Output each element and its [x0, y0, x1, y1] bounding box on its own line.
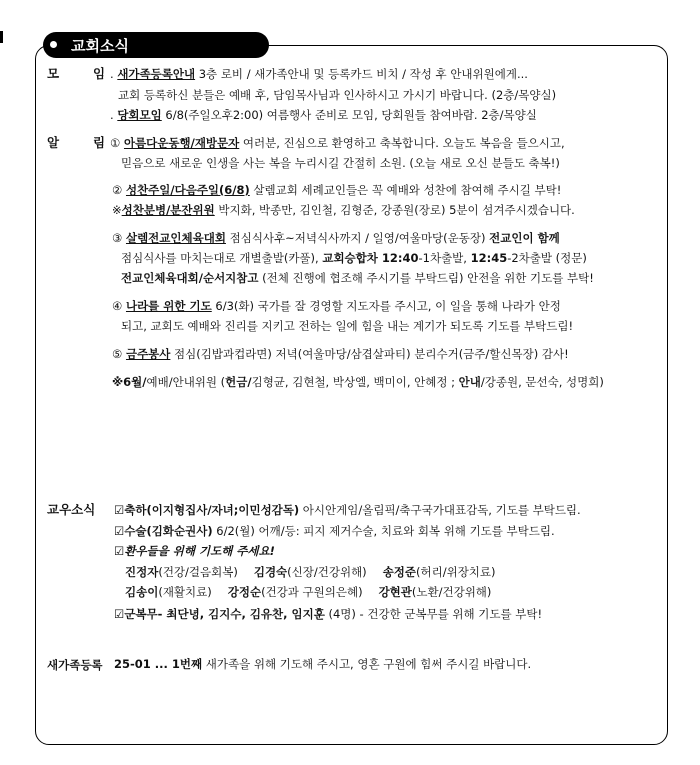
moim-item-1-title: 새가족등록안내: [117, 67, 196, 81]
moim-item-2-text: 6/8(주일오후2:00) 여름행사 준비로 모임, 당회원들 참여바람. 2층/목양실: [161, 108, 537, 122]
allim-item-3: [112, 230, 560, 246]
allim-item-4: [112, 298, 561, 314]
header-bullet-icon: [50, 41, 57, 48]
allim-item-3-subtitle: 전교인체육대회/순서지참고: [121, 271, 259, 285]
allim-item-1-title: 아름다운동행/재방문자: [123, 136, 240, 150]
item-number: ②: [112, 183, 123, 197]
patient-name: 강정순: [227, 585, 262, 599]
patient-row-1: [125, 564, 496, 580]
news-item-1-text: 아시안게임/올림픽/축구국가대표감독, 기도를 부탁드림.: [299, 503, 581, 517]
newfamily-text: 새가족을 위해 기도해 주시고, 영혼 구원에 힘써 주시길 바랍니다.: [202, 657, 532, 671]
patient-note: (허리/위장치료): [416, 565, 496, 579]
news-item-4: [114, 606, 542, 622]
news-item-2-title: 수술(김화순권사): [124, 524, 213, 538]
patient-row-2: [125, 584, 491, 600]
allim-item-4-text: 6/3(화) 국가를 잘 경영할 지도자를 주시고, 이 일을 통해 나라가 안정: [211, 299, 561, 313]
item-number: ④: [112, 299, 123, 313]
news-item-1-title: 축하(이지형집사/자녀;이민성감독): [124, 503, 300, 517]
page-title: 교회소식: [71, 37, 129, 55]
checkbox-icon: ☑: [114, 524, 125, 538]
item-number: ①: [110, 136, 121, 150]
allim-item-5-text: 점심(김밥과컵라면) 저녁(여울마당/삼겹살파티) 분리수거(금주/할신목장) 감사!: [170, 347, 569, 361]
checkbox-icon: ☑: [114, 544, 125, 558]
item-number: ③: [112, 231, 123, 245]
allim-item-3-text: 점심식사후~저녁식사까지 / 일영/여울마당(운동장): [225, 231, 490, 245]
section-label-allim-1: 알: [47, 135, 60, 150]
patient-note: (건강과 구원의은혜): [261, 585, 363, 599]
allim-item-3-line-2: [121, 250, 587, 266]
allim-item-4-title: 나라를 위한 기도: [125, 299, 212, 313]
patient-note: (건강/걸음회복): [158, 565, 238, 579]
patient-note: (재활치료): [158, 585, 212, 599]
allim-item-5-title: 금주봉사: [125, 347, 171, 361]
news-item-1: [114, 502, 581, 518]
checkbox-icon: ☑: [114, 607, 125, 621]
allim-item-2-line-2: [112, 202, 575, 218]
allim-item-5: [112, 346, 569, 362]
bus-time-1: 교회승합차 12:40: [322, 251, 419, 265]
patient-note: (노환/건강위해): [411, 585, 492, 599]
corner-mark: [0, 31, 3, 43]
allim-item-3-emphasis: 전교인이 함께: [489, 231, 560, 245]
allim-item-3-subtext: (전체 진행에 협조해 주시기를 부탁드림) 안전을 위한 기도를 부탁!: [258, 271, 594, 285]
news-item-2-text: 6/2(월) 어깨/등: 피지 제거수술, 치료와 회복 위해 기도를 부탁드림.: [212, 524, 555, 538]
patient-name: 강현관: [378, 585, 412, 599]
allim-item-6: [112, 374, 604, 390]
patient-name: 김송이: [125, 585, 159, 599]
item-number: ⑤: [112, 347, 123, 361]
header-tab: [43, 32, 269, 58]
patient-note: (신장/건강위해): [287, 565, 367, 579]
reference-mark: ※: [112, 203, 122, 217]
text: -1차출발,: [418, 251, 471, 265]
allim-item-3-title: 살렘전교인체육대회: [125, 231, 226, 245]
allim-item-4-line-2: 되고, 교회도 예배와 진리를 지키고 전하는 일에 힘을 내는 계기가 되도록 기도를 부탁드림!: [121, 319, 574, 333]
section-label-allim-2: 림: [93, 135, 106, 150]
news-item-4-title: 군복무- 최단녕, 김지수, 김유찬, 임지훈: [124, 607, 325, 621]
moim-line-3: . 당회모임 6/8(주일오후2:00) 여름행사 준비로 모임, 당회원들 참여바람. 2층/목양실: [110, 108, 537, 122]
allim-item-2-text: 살렘교회 세례교인들은 꼭 예배와 성찬에 참여해 주시길 부탁!: [249, 183, 562, 197]
text: 김형균, 김현철, 박상엘, 백미이, 안혜정 ;: [251, 375, 459, 389]
news-item-3: [114, 543, 275, 559]
patient-name: 진정자: [125, 565, 159, 579]
patient-name: 송정준: [382, 565, 417, 579]
text: /강종원, 문선숙, 성명희): [480, 375, 604, 389]
text: 점심식사를 마치는대로 개별출발(카풀),: [121, 251, 323, 265]
moim-line-2: 교회 등록하신 분들은 예배 후, 담임목사님과 인사하시고 가시기 바랍니다. (2층/목양실): [118, 88, 557, 102]
patient-name: 김경숙: [253, 565, 288, 579]
news-item-3-title: 환우들을 위해 기도해 주세요!: [124, 544, 275, 558]
allim-item-1-line-2: 믿음으로 새로운 인생을 사는 복을 누리시길 간절히 소원. (오늘 새로 오신 분들도 축복!): [121, 156, 560, 170]
section-label-moim-1: 모: [47, 66, 60, 81]
allim-item-3-line-3: [121, 270, 594, 286]
bus-time-2: 12:45: [470, 251, 508, 265]
newfamily-count: 25-01 ... 1번째: [114, 657, 203, 671]
allim-item-2-title: 성찬주일/다음주일(6/8): [125, 183, 250, 197]
text: 예배/안내위원 (: [146, 375, 226, 389]
allim-item-6-title: ※6월/: [112, 375, 147, 389]
allim-item-2: [112, 182, 561, 198]
allim-item-1-text: 여러분, 진심으로 환영하고 축복합니다. 오늘도 복음을 들으시고,: [239, 136, 565, 150]
usher-label: 안내: [458, 375, 481, 389]
moim-item-2-title: 당회모임: [117, 108, 162, 122]
section-label-moim-2: 임: [93, 66, 106, 81]
allim-item-1: [110, 135, 565, 151]
moim-line-1: . 새가족등록안내 3층 로비 / 새가족안내 및 등록카드 비치 / 작성 후 안내위원에게...: [110, 67, 528, 81]
news-item-4-text: (4명) - 건강한 군복무를 위해 기도를 부탁!: [324, 607, 543, 621]
allim-item-2-subtitle: 성찬분병/분잔위원: [121, 203, 215, 217]
offering-label: 헌금/: [225, 375, 252, 389]
text: -2차출발 (정문): [507, 251, 587, 265]
section-label-news: 교우소식: [47, 502, 96, 517]
checkbox-icon: ☑: [114, 503, 125, 517]
allim-item-2-subtext: 박지화, 박종만, 김인철, 김형준, 강종원(장로) 5분이 섬겨주시겠습니다.: [214, 203, 575, 217]
newfamily-line: [114, 656, 531, 672]
section-label-newfamily: 새가족등록: [47, 658, 103, 672]
news-item-2: [114, 523, 555, 539]
moim-item-1-text: 3층 로비 / 새가족안내 및 등록카드 비치 / 작성 후 안내위원에게...: [195, 67, 528, 81]
